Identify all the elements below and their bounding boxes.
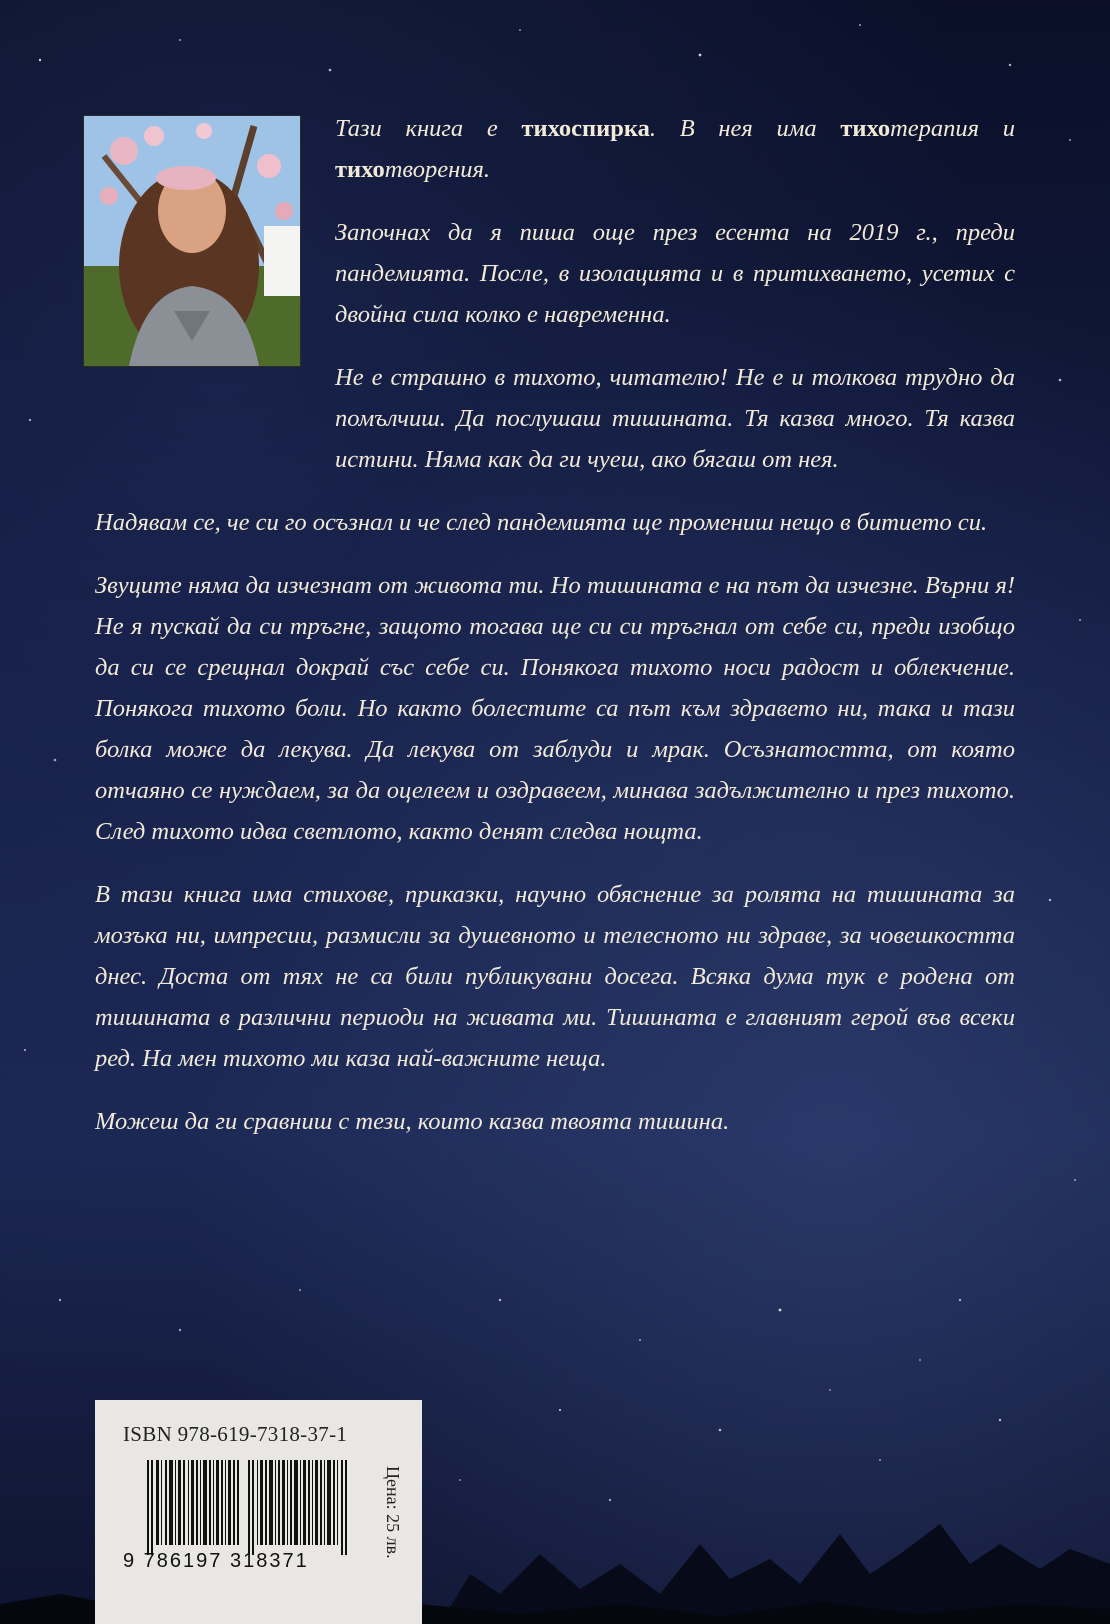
text-span: Тази книга е: [335, 115, 522, 142]
paragraph-2: Започнах да я пиша още през есента на 2019 г., преди пандемията. После, в изолацията и в притихването, усетих с двойна сила колко е навременна.: [335, 219, 1015, 328]
bold-term: тихо: [335, 156, 385, 183]
bold-term: тихо: [840, 115, 891, 142]
paragraph-6: В тази книга има стихове, приказки, научно обяснение за ролята на тишината за мозъка ни, импресии, размисли за душевното и телесното ни здраве, за човешкостта днес. Доста от тях не са били публикувани досега. Всяка дума тук е родена от тишината в различни периоди на живата ми. Тишината е главният герой във всеки ред. На мен тихото ми каза най-важните неща.: [95, 881, 1015, 1072]
price-label: Цена: 25 лв.: [383, 1465, 403, 1559]
paragraph-1: [335, 108, 1015, 190]
paragraph-3: Не е страшно в тихото, читателю! Не е и толкова трудно да помълчиш. Да послушаш тишината. Тя казва много. Тя казва истини. Няма как да ги чуеш, ако бягаш от нея.: [335, 364, 1015, 473]
barcode-bars: [147, 1460, 357, 1555]
bold-term: тихоспирка: [521, 115, 650, 142]
paragraph-4: Надявам се, че си го осъзнал и че след пандемията ще промениш нещо в битието си.: [95, 509, 988, 536]
barcode-panel: [95, 1400, 422, 1624]
barcode-number: 9 786197 318371: [123, 1550, 309, 1572]
text-span: терапия и: [890, 115, 1015, 142]
back-cover-text: [95, 108, 1015, 1164]
isbn-label: ISBN 978-619-7318-37-1: [123, 1422, 348, 1446]
paragraph-7: Можеш да ги сравниш с тези, които казва твоята тишина.: [95, 1108, 730, 1135]
paragraph-5: Звуците няма да изчезнат от живота ти. Но тишината е на път да изчезне. Върни я! Не я пускай да си тръгне, защото тогава ще си си тръгнал от себе си, преди изобщо да си се срещнал докрай със себе си. Понякога тихото носи радост и облекчение. Понякога тихото боли. Но както болестите са път към здравето ни, така и тази болка може да лекува. Да лекува от заблуди и мрак. Осъзнатостта, от която отчаяно се нуждаем, за да оцелеем и оздравеем, минава задължително и през тихото. След тихото идва светлото, както денят следва нощта.: [95, 572, 1015, 845]
text-span: творения.: [384, 156, 491, 183]
text-span: . В нея има: [649, 115, 841, 142]
